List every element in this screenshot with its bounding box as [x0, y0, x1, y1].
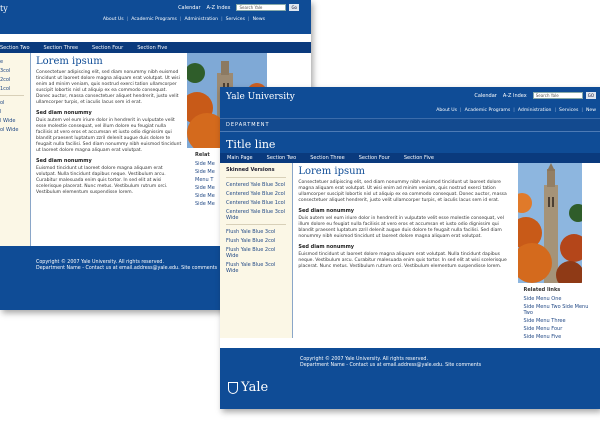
sidebar-item[interactable]: ol — [0, 99, 5, 106]
copyright-text: Copyright © 2007 Yale University. All rights reserved. — [300, 357, 428, 362]
search-input[interactable]: Search Yale — [533, 92, 583, 99]
top-links — [474, 92, 596, 99]
sidebar-item[interactable]: l — [0, 108, 2, 115]
related-heading: Relat — [195, 152, 210, 158]
sidebar-item[interactable]: Centered Yale Blue 1col — [226, 199, 286, 206]
sub-links: About Us | Academic Programs | Administration | Services | New — [436, 108, 596, 113]
related-links — [518, 283, 600, 346]
sidebar — [220, 163, 293, 338]
subheading: Sed diam nonummy — [36, 110, 92, 116]
services-link[interactable]: Services — [225, 17, 246, 22]
related-link[interactable]: Side Menu Four — [523, 326, 563, 332]
related-link[interactable]: Side Me — [195, 193, 215, 199]
section-nav — [220, 153, 600, 163]
sidebar-item[interactable]: 1col — [0, 85, 11, 92]
go-button[interactable]: GO — [587, 93, 594, 98]
paragraph: Euismod tincidunt ut laoreet dolore magna aliquam erat volutpat. Nulla tincidunt dapibus neque. Vestibulum arcu. Curabitur malesuada enim quis tortor. In sed elit at wisi scelerisque placerat. Nunc metus. Vestibulum rutrum orci. Vestibulum elementum suspendisse lorem. — [298, 252, 507, 269]
sidebar-item[interactable]: Flush Yale Blue 2col — [226, 237, 276, 244]
academic-programs-link[interactable]: Academic Programs — [464, 108, 511, 113]
paragraph: Euismod tincidunt ut laoreet dolore magna aliquam erat volutpat. Nulla tincidunt dapibus neque. Vestibulum arcu. Curabitur malesuada enim quis tortor. In sed elit at wisi scelerisque placerat. Nunc metus. Vestibulum rutrum orci. Vestibulum elementum suspendisse lorem. — [36, 166, 168, 195]
related-link[interactable]: Menu T — [195, 177, 214, 183]
news-link[interactable]: New — [585, 108, 596, 113]
brand-title[interactable]: ty — [0, 4, 8, 13]
sidebar-item[interactable]: ol Wide — [0, 126, 19, 133]
nav-main-page[interactable]: Main Page — [227, 155, 253, 161]
paragraph: Duis autem vel eum iriure dolor in hendrerit in vulputate velit esse molestie consequat, vel illum dolore eu feugiat nulla facilisis at vero eros et accumsan et iusto odio dignissim qui blandit praesent luptatum zzril delenit augue duis dolore te feugait nulla facilisi. Sed diam nonummy nibh euismod tincidunt ut laoreet dolore magna aliquam erat volutpat. — [36, 118, 182, 153]
sidebar-item[interactable]: l Wide — [0, 117, 16, 124]
sidebar-item[interactable]: Centered Yale Blue 2col — [226, 190, 286, 197]
page-body — [220, 163, 600, 346]
sidebar-heading: Skinned Versions — [226, 167, 275, 173]
section-nav — [0, 42, 311, 53]
sidebar-divider — [226, 224, 286, 225]
subheading: Sed diam nonummy — [298, 244, 355, 250]
services-link[interactable]: Services — [559, 108, 579, 113]
news-link[interactable]: News — [252, 17, 265, 22]
sidebar-item[interactable]: 3col — [0, 67, 11, 74]
sidebar-item[interactable]: Flush Yale Blue 3col Wide — [226, 261, 276, 274]
top-links — [178, 4, 299, 11]
subheading: Sed diam nonummy — [36, 158, 92, 164]
yale-logo[interactable] — [228, 380, 268, 395]
calendar-link[interactable]: Calendar — [178, 4, 201, 11]
sidebar-divider — [0, 95, 24, 96]
page-heading: Lorem ipsum — [36, 56, 103, 67]
nav-section-three[interactable]: Section Three — [310, 155, 345, 161]
calendar-link[interactable]: Calendar — [474, 92, 497, 99]
go-button[interactable]: Go — [291, 5, 297, 10]
right-column — [518, 163, 600, 346]
title-line: Title line — [220, 131, 600, 153]
subheading: Sed diam nonummy — [298, 208, 355, 214]
related-link[interactable]: Side Menu One — [523, 296, 562, 302]
az-index-link[interactable]: A-Z Index — [206, 4, 231, 11]
administration-link[interactable]: Administration — [184, 17, 219, 22]
brand-title[interactable]: Yale University — [226, 92, 295, 102]
about-us-link[interactable]: About Us — [102, 17, 124, 22]
academic-programs-link[interactable]: Academic Programs — [131, 17, 177, 22]
related-link[interactable]: Side Menu Three — [523, 318, 566, 324]
nav-section-four[interactable]: Section Four — [92, 44, 124, 51]
related-link[interactable]: Side Me — [195, 169, 215, 175]
top-bar — [220, 87, 600, 118]
paragraph: Consectetuer adipiscing elit, sed diam nonummy nibh euismod tincidunt ut laoreet dolore magna aliquam erat volutpat. Ut wisi enim ad minim veniam, quis nostrud exerci tation ullamcorper suscipit lobortis nisl ut aliquip ex ea commodo consequat. Donec auctor, massa consectetuer aliquet hendrerit, justo velit ullamcorper turpis, et iaculis lacus sem id erat. — [298, 180, 507, 203]
sidebar-item[interactable]: 2col — [0, 76, 11, 83]
nav-section-five[interactable]: Section Five — [137, 44, 168, 51]
related-link[interactable]: Side Me — [195, 185, 215, 191]
yale-shield-icon — [228, 382, 238, 394]
sidebar-item[interactable]: e — [0, 58, 4, 65]
paragraph: Consectetuer adipiscing elit, sed diam nonummy nibh euismod tincidunt ut laoreet dolore magna aliquam erat volutpat. Ut wisi enim ad minim veniam, quis nostrud exerci tation ullamcorper suscipit lobortis nisl ut aliquip ex ea commodo consequat. Donec auctor, massa consectetuer aliquet hendrerit, justo velit ullamcorper turpis, et iaculis lacus sem id erat. — [36, 70, 180, 105]
sidebar-item[interactable]: Flush Yale Blue 3col — [226, 228, 276, 235]
footer — [220, 348, 600, 409]
nav-section-four[interactable]: Section Four — [358, 155, 390, 161]
search-input[interactable]: Search Yale — [236, 4, 286, 11]
sidebar-item[interactable]: Centered Yale Blue 3col Wide — [226, 208, 286, 221]
administration-link[interactable]: Administration — [517, 108, 552, 113]
front-page-window — [220, 87, 600, 409]
about-us-link[interactable]: About Us — [436, 108, 458, 113]
sidebar-item[interactable]: Flush Yale Blue 2col Wide — [226, 246, 276, 259]
yale-logo-text: Yale — [241, 380, 269, 395]
main-content — [31, 53, 187, 264]
campus-tower-photo — [518, 163, 582, 283]
contact-text: Department Name - Contact us at email.address@yale.edu. Site comments — [300, 363, 482, 368]
department-bar: DEPARTMENT — [220, 118, 600, 131]
related-link[interactable]: Side Me — [195, 161, 215, 167]
related-link[interactable]: Side Menu Two Side Menu Two — [523, 304, 589, 316]
page-heading: Lorem ipsum — [298, 166, 366, 177]
sidebar-divider — [226, 177, 286, 178]
related-heading: Related links — [523, 287, 561, 293]
main-content — [293, 163, 517, 346]
paragraph: Duis autem vel eum iriure dolor in hendrerit in vulputate velit esse molestie consequat, vel illum dolore eu feugiat nulla facilisis at vero eros et accumsan et iusto odio dignissim qui blandit praesent luptatum zzril delenit augue duis dolore te feugait nulla facilisi. Sed diam nonummy nibh euismod tincidunt ut laoreet dolore magna aliquam erat volutpat. — [298, 216, 504, 239]
copyright-text: Copyright © 2007 Yale University. All rights reserved. — [36, 260, 164, 265]
nav-section-five[interactable]: Section Five — [403, 155, 434, 161]
nav-section-two[interactable]: Section Two — [0, 44, 30, 51]
related-link[interactable]: Side Me — [195, 201, 215, 207]
contact-text: Department Name - Contact us at email.address@yale.edu. Site comments — [36, 266, 218, 271]
sidebar — [0, 53, 31, 264]
top-bar — [0, 0, 311, 34]
sub-links: About Us | Academic Programs | Administration | Services | News — [102, 17, 265, 22]
az-index-link[interactable]: A-Z Index — [502, 92, 527, 99]
related-link[interactable]: Side Menu Five — [523, 334, 562, 340]
nav-section-three[interactable]: Section Three — [43, 44, 79, 51]
sidebar-item[interactable]: Centered Yale Blue 3col — [226, 181, 286, 188]
nav-section-two[interactable]: Section Two — [266, 155, 297, 161]
